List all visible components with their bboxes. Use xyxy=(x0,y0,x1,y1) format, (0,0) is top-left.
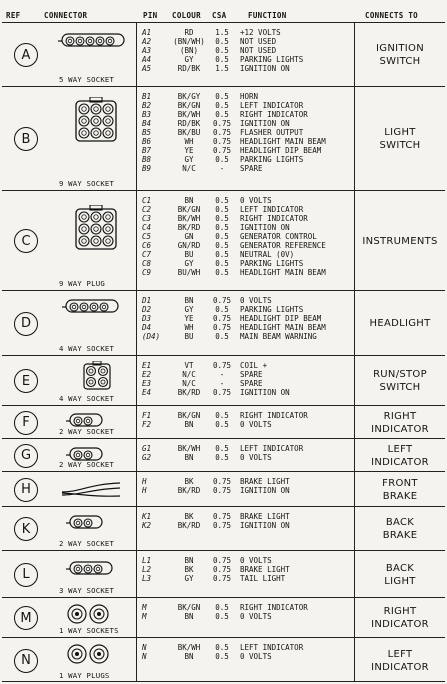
ref-badge: K xyxy=(14,517,38,541)
wire-csa: 0.5 xyxy=(215,411,229,420)
wire-colour: BN xyxy=(184,453,194,462)
pin-id: D1 xyxy=(142,296,152,305)
pin-function: BRAKE LIGHT xyxy=(240,477,290,486)
wire-colour: BN xyxy=(184,296,194,305)
pin-id: N xyxy=(142,652,147,661)
connects-to-line: LIGHT xyxy=(384,575,416,587)
connects-to-line: SWITCH xyxy=(379,382,421,393)
table-row xyxy=(2,190,445,290)
wire-colour: GY xyxy=(184,305,194,314)
header-connects-to: CONNECTS TO xyxy=(365,11,418,20)
connector-label: 4 WAY SOCKET xyxy=(59,344,115,353)
pin-id: B1 xyxy=(142,92,152,101)
connector-label: 5 WAY SOCKET xyxy=(59,75,115,84)
wire-colour: BN xyxy=(184,420,194,429)
connects-to-line: LEFT xyxy=(387,443,413,455)
table-row xyxy=(2,471,445,506)
pin-function: BRAKE LIGHT xyxy=(240,512,290,521)
wire-colour: BN xyxy=(184,652,194,661)
pin-id: A3 xyxy=(142,46,152,55)
table-row xyxy=(2,355,445,405)
wire-csa: 0.5 xyxy=(215,223,229,232)
wire-colour: GN/RD xyxy=(177,241,201,250)
pin-function: HEADLIGHT MAIN BEAM xyxy=(240,137,326,146)
wire-colour: GY xyxy=(184,155,194,164)
wire-colour: BK/WH xyxy=(177,214,201,223)
wire-csa: 0.5 xyxy=(215,444,229,453)
pin-id: B4 xyxy=(142,119,152,128)
connector-label: 2 WAY SOCKET xyxy=(59,539,115,548)
pin-id: B6 xyxy=(142,137,152,146)
pin-id: E4 xyxy=(142,388,152,397)
pin-id: A4 xyxy=(142,55,152,64)
pin-function: IGNITION ON xyxy=(240,64,290,73)
single-pin-connectors-drawing xyxy=(66,643,112,669)
wire-colour: GN xyxy=(184,232,194,241)
connects-to-line: BACK xyxy=(385,517,415,528)
wire-colour: BU xyxy=(184,332,194,341)
pin-function: RIGHT INDICATOR xyxy=(240,110,308,119)
pin-function: PARKING LIGHTS xyxy=(240,305,304,314)
connector-label: 2 WAY SOCKET xyxy=(59,427,115,436)
pin-function: RIGHT INDICATOR xyxy=(240,603,308,612)
wire-csa: 0.5 xyxy=(215,214,229,223)
connects-to xyxy=(358,605,442,631)
pin-id: E3 xyxy=(142,379,152,388)
wire-colour: BK/WH xyxy=(177,110,201,119)
pin-id: C8 xyxy=(142,259,152,268)
pin-id: G1 xyxy=(142,444,152,453)
pin-id: A5 xyxy=(142,64,152,73)
wire-csa: 0.75 xyxy=(212,137,232,146)
table-row xyxy=(2,637,445,682)
pin-function: NOT USED xyxy=(240,46,277,55)
connects-to-line: INDICATOR xyxy=(371,423,429,435)
pin-id: L2 xyxy=(142,565,152,574)
pin-id: B5 xyxy=(142,128,152,137)
connector-label: 3 WAY SOCKET xyxy=(59,586,115,595)
wire-csa: 0.5 xyxy=(215,241,229,250)
wire-colour: GY xyxy=(184,55,194,64)
wire-csa: 0.5 xyxy=(215,652,229,661)
wire-csa: 0.75 xyxy=(212,512,232,521)
pin-id: M xyxy=(142,612,147,621)
header-csa: CSA xyxy=(212,11,227,20)
table-row xyxy=(2,22,445,86)
connects-to-line: INDICATOR xyxy=(371,619,429,630)
connector-socket-drawing xyxy=(58,33,128,53)
pin-id: C6 xyxy=(142,241,152,250)
pin-function: PARKING LIGHTS xyxy=(240,55,304,64)
connector-socket-drawing xyxy=(62,299,122,319)
table-row xyxy=(2,550,445,597)
connects-to xyxy=(358,368,442,394)
pin-id: C4 xyxy=(142,223,152,232)
table-row xyxy=(2,438,445,471)
pin-function: RIGHT INDICATOR xyxy=(240,214,308,223)
connects-to xyxy=(358,126,442,152)
pin-function: SPARE xyxy=(240,379,263,388)
pin-function: PARKING LIGHTS xyxy=(240,259,304,268)
connector-label: 4 WAY SOCKET xyxy=(59,394,115,403)
connects-to xyxy=(358,317,442,330)
pin-id: A2 xyxy=(142,37,152,46)
pin-id: H xyxy=(142,486,147,495)
wire-colour: BK/GN xyxy=(177,603,201,612)
connects-to-line: SWITCH xyxy=(379,140,421,151)
connects-to xyxy=(358,42,442,68)
connector-socket-drawing xyxy=(66,561,116,581)
header-colour: COLOUR xyxy=(172,11,201,20)
wire-csa: 1.5 xyxy=(215,64,229,73)
wire-colour: BK xyxy=(184,512,194,521)
pin-id: L1 xyxy=(142,556,152,565)
pin-id: M xyxy=(142,603,147,612)
wire-csa: 0.75 xyxy=(212,323,232,332)
pin-id: C5 xyxy=(142,232,152,241)
pin-function: LEFT INDICATOR xyxy=(240,205,304,214)
connects-to xyxy=(358,443,442,469)
connects-to-line: INSTRUMENTS xyxy=(362,235,438,247)
connects-to-line: BRAKE xyxy=(382,490,418,502)
wire-colour: BK/RD xyxy=(177,521,201,530)
pin-id: B2 xyxy=(142,101,152,110)
wire-csa: 0.5 xyxy=(215,332,229,341)
pin-function: 0 VOLTS xyxy=(240,196,272,205)
connects-to xyxy=(358,516,442,542)
wire-csa: 0.75 xyxy=(212,128,232,137)
pin-function: 0 VOLTS xyxy=(240,296,272,305)
pin-function: HEADLIGHT DIP BEAM xyxy=(240,146,322,155)
pin-function: IGNITION ON xyxy=(240,521,290,530)
connector-label: 2 WAY SOCKET xyxy=(59,460,115,469)
pin-function: GENERATOR REFERENCE xyxy=(240,241,326,250)
pin-function: HORN xyxy=(240,92,259,101)
pin-id: G2 xyxy=(142,453,152,462)
pin-id: B8 xyxy=(142,155,152,164)
connects-to-line: HEADLIGHT xyxy=(369,318,431,329)
wire-csa: 0.75 xyxy=(212,477,232,486)
wire-csa: 0.5 xyxy=(215,250,229,259)
table-row xyxy=(2,290,445,355)
ref-badge: B xyxy=(14,127,38,151)
wire-colour: (BN) xyxy=(179,46,199,55)
wire-colour: N/C xyxy=(182,370,196,379)
pin-function: HEADLIGHT MAIN BEAM xyxy=(240,323,326,332)
wire-csa: 1.5 xyxy=(215,28,229,37)
wire-csa: 0.5 xyxy=(215,46,229,55)
wire-csa: 0.5 xyxy=(215,232,229,241)
pin-id: B7 xyxy=(142,146,152,155)
wire-csa: - xyxy=(219,164,225,173)
wire-csa: 0.75 xyxy=(212,119,232,128)
wire-csa: 0.5 xyxy=(215,453,229,462)
header-pin: PIN xyxy=(143,11,158,20)
ref-badge: A xyxy=(14,43,38,67)
pin-function: HEADLIGHT DIP BEAM xyxy=(240,314,322,323)
connector-grid-drawing xyxy=(74,205,118,255)
ref-badge: E xyxy=(14,369,38,393)
pin-function: IGNITION ON xyxy=(240,388,290,397)
wire-csa: 0.75 xyxy=(212,388,232,397)
pin-id: C7 xyxy=(142,250,152,259)
connects-to-line: RUN/STOP xyxy=(373,369,427,380)
pin-function: BRAKE LIGHT xyxy=(240,565,290,574)
wire-colour: RD/BK xyxy=(177,64,201,73)
wire-csa: 0.5 xyxy=(215,155,229,164)
connects-to-line: SWITCH xyxy=(379,56,421,67)
connects-to-line: LEFT xyxy=(387,648,413,660)
wire-csa: 0.5 xyxy=(215,205,229,214)
wire-csa: 0.75 xyxy=(212,556,232,565)
wire-csa: 0.5 xyxy=(215,110,229,119)
header-connector: CONNECTOR xyxy=(44,11,88,20)
wire-colour: N/C xyxy=(182,379,196,388)
connects-to-line: LIGHT xyxy=(384,127,416,138)
wire-csa: 0.75 xyxy=(212,146,232,155)
wire-colour: BU/WH xyxy=(177,268,201,277)
ref-badge: N xyxy=(14,649,38,673)
table-row xyxy=(2,86,445,190)
wire-colour: N/C xyxy=(182,164,196,173)
ref-badge: H xyxy=(14,478,38,502)
connector-label: 1 WAY SOCKETS xyxy=(59,626,119,635)
wire-colour: BK/RD xyxy=(177,486,201,495)
pin-function: IGNITION ON xyxy=(240,119,290,128)
pin-function: 0 VOLTS xyxy=(240,453,272,462)
connects-to-line: RIGHT xyxy=(383,410,417,422)
pin-function: SPARE xyxy=(240,164,263,173)
pin-function: LEFT INDICATOR xyxy=(240,101,304,110)
connector-grid-drawing xyxy=(74,97,118,147)
wire-colour: BK/GN xyxy=(177,205,201,214)
ref-badge: G xyxy=(14,444,38,468)
pin-id: C2 xyxy=(142,205,152,214)
pin-function: GENERATOR CONTROL xyxy=(240,232,317,241)
pin-function: 0 VOLTS xyxy=(240,556,272,565)
connector-socket-drawing xyxy=(66,515,106,535)
wire-colour: BN xyxy=(184,196,194,205)
connector-label: 1 WAY PLUGS xyxy=(59,671,110,680)
connector-label: 9 WAY SOCKET xyxy=(59,179,115,188)
wire-csa: 0.5 xyxy=(215,420,229,429)
wire-colour: BK/GN xyxy=(177,411,201,420)
pin-id: F1 xyxy=(142,411,152,420)
wire-colour: BK/WH xyxy=(177,643,201,652)
pin-function: LEFT INDICATOR xyxy=(240,643,304,652)
wire-colour: BK/WH xyxy=(177,444,201,453)
pin-function: 0 VOLTS xyxy=(240,420,272,429)
pin-function: IGNITION ON xyxy=(240,223,290,232)
wire-csa: 0.5 xyxy=(215,268,229,277)
pin-function: RIGHT INDICATOR xyxy=(240,411,308,420)
pin-function: TAIL LIGHT xyxy=(240,574,286,583)
wire-csa: 0.5 xyxy=(215,259,229,268)
wire-csa: 0.75 xyxy=(212,521,232,530)
pin-id: C3 xyxy=(142,214,152,223)
wire-colour: BK/GY xyxy=(177,92,201,101)
wire-csa: 0.5 xyxy=(215,643,229,652)
connects-to xyxy=(358,235,442,248)
wire-leads-drawing xyxy=(60,480,122,502)
wire-csa: 0.5 xyxy=(215,55,229,64)
pin-id: D2 xyxy=(142,305,152,314)
wire-colour: WH xyxy=(184,137,194,146)
wire-colour: BK/RD xyxy=(177,388,201,397)
pin-function: NOT USED xyxy=(240,37,277,46)
pin-id: N xyxy=(142,643,147,652)
pin-id: L3 xyxy=(142,574,152,583)
wire-csa: 0.5 xyxy=(215,603,229,612)
connector-label: 9 WAY PLUG xyxy=(59,279,105,288)
wire-colour: (BN/WH) xyxy=(173,37,205,46)
wire-colour: BN xyxy=(184,612,194,621)
connects-to xyxy=(358,648,442,674)
wire-csa: 0.75 xyxy=(212,565,232,574)
pin-id: K2 xyxy=(142,521,152,530)
pin-id: D4 xyxy=(142,323,152,332)
connects-to xyxy=(358,410,442,436)
pin-id: (D4) xyxy=(142,332,161,341)
ref-badge: C xyxy=(14,229,38,253)
wire-csa: 0.5 xyxy=(215,612,229,621)
wire-csa: 0.75 xyxy=(212,361,232,370)
pin-function: NEUTRAL (0V) xyxy=(240,250,295,259)
pin-function: LEFT INDICATOR xyxy=(240,444,304,453)
pin-function: SPARE xyxy=(240,370,263,379)
connects-to xyxy=(358,477,442,503)
pin-function: +12 VOLTS xyxy=(240,28,281,37)
pin-id: H xyxy=(142,477,147,486)
pin-id: C9 xyxy=(142,268,152,277)
connects-to-line: RIGHT xyxy=(383,606,417,617)
pin-id: K1 xyxy=(142,512,152,521)
pin-function: MAIN BEAM WARNING xyxy=(240,332,317,341)
pin-id: E2 xyxy=(142,370,152,379)
pin-function: COIL + xyxy=(240,361,268,370)
wire-colour: BN xyxy=(184,556,194,565)
ref-badge: D xyxy=(14,312,38,336)
pin-function: 0 VOLTS xyxy=(240,652,272,661)
pin-function: PARKING LIGHTS xyxy=(240,155,304,164)
wire-csa: 0.75 xyxy=(212,486,232,495)
pin-id: C1 xyxy=(142,196,152,205)
connector-grid-drawing xyxy=(82,361,112,395)
wire-colour: BK xyxy=(184,477,194,486)
table-row xyxy=(2,597,445,637)
connects-to-line: IGNITION xyxy=(376,43,424,54)
wire-csa: 0.5 xyxy=(215,101,229,110)
table-row xyxy=(2,405,445,438)
wire-csa: 0.5 xyxy=(215,92,229,101)
connects-to-line: FRONT xyxy=(382,477,418,489)
header-function: FUNCTION xyxy=(248,11,287,20)
table-row xyxy=(2,506,445,550)
pin-id: F2 xyxy=(142,420,152,429)
wire-csa: 0.75 xyxy=(212,574,232,583)
connects-to xyxy=(358,562,442,588)
connects-to-line: INDICATOR xyxy=(371,661,429,673)
wire-csa: 0.5 xyxy=(215,305,229,314)
pin-id: B3 xyxy=(142,110,152,119)
wire-colour: VT xyxy=(184,361,194,370)
wire-colour: GY xyxy=(184,259,194,268)
wire-colour: GY xyxy=(184,574,194,583)
wire-csa: 0.75 xyxy=(212,296,232,305)
connects-to-line: INDICATOR xyxy=(371,456,429,468)
wire-csa: - xyxy=(219,370,225,379)
pin-id: D3 xyxy=(142,314,152,323)
wire-colour: YE xyxy=(184,314,194,323)
pin-id: A1 xyxy=(142,28,152,37)
pin-id: E1 xyxy=(142,361,152,370)
header-ref: REF xyxy=(6,11,21,20)
ref-badge: M xyxy=(14,606,38,630)
wire-colour: BK/BU xyxy=(177,128,201,137)
wire-colour: BU xyxy=(184,250,194,259)
wire-colour: BK/GN xyxy=(177,101,201,110)
pin-function: HEADLIGHT MAIN BEAM xyxy=(240,268,326,277)
wire-csa: 0.5 xyxy=(215,196,229,205)
wire-colour: RD xyxy=(184,28,194,37)
ref-badge: L xyxy=(14,563,38,587)
wire-csa: 0.75 xyxy=(212,314,232,323)
wire-colour: BK xyxy=(184,565,194,574)
wire-csa: 0.5 xyxy=(215,37,229,46)
connects-to-line: BACK xyxy=(385,562,415,574)
wire-colour: RD/BK xyxy=(177,119,201,128)
pin-function: 0 VOLTS xyxy=(240,612,272,621)
connects-to-line: BRAKE xyxy=(382,530,418,541)
wire-colour: BK/RD xyxy=(177,223,201,232)
wire-csa: - xyxy=(219,379,225,388)
pin-function: FLASHER OUTPUT xyxy=(240,128,304,137)
wire-colour: WH xyxy=(184,323,194,332)
wire-colour: YE xyxy=(184,146,194,155)
pin-id: B9 xyxy=(142,164,152,173)
pin-function: IGNITION ON xyxy=(240,486,290,495)
ref-badge: F xyxy=(14,411,38,435)
